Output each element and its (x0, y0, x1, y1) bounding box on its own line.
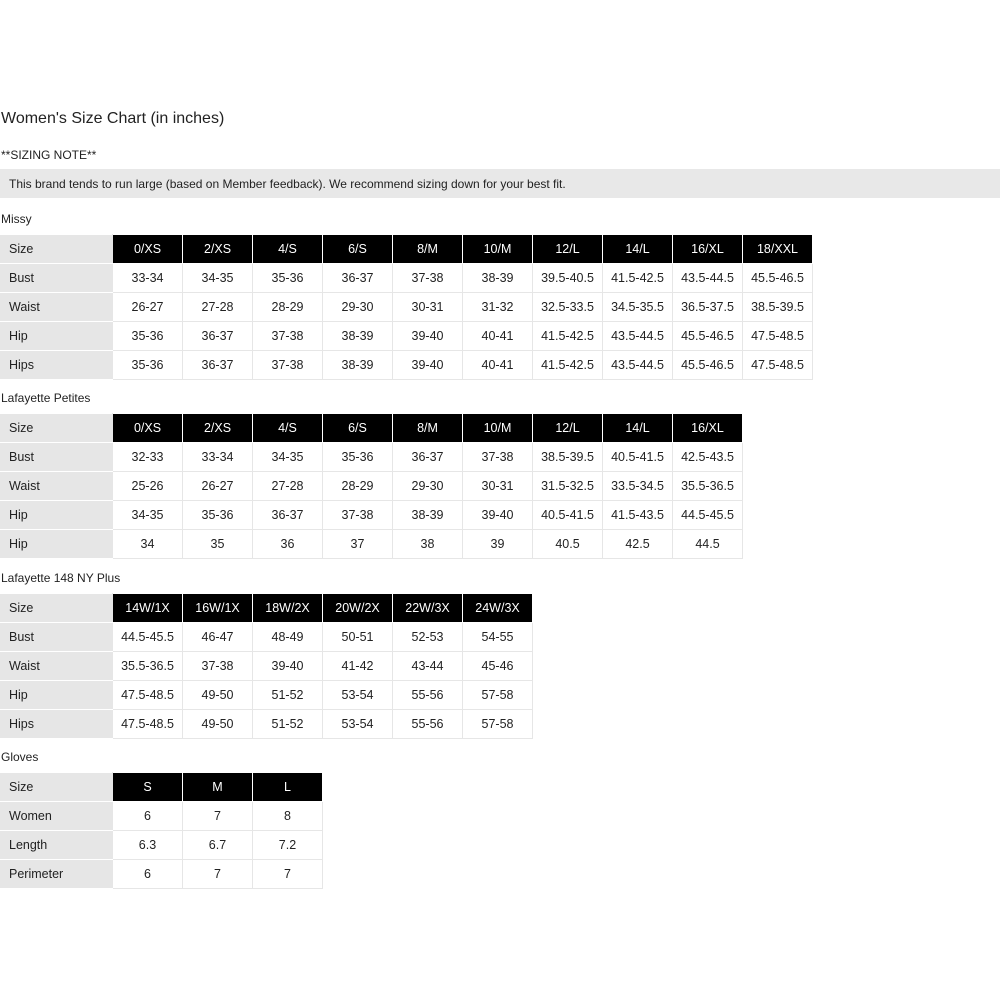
table-cell: 40.5-41.5 (533, 501, 603, 530)
table-header-row (1, 773, 323, 802)
page-title: Women's Size Chart (in inches) (1, 110, 225, 127)
table-cell: 7 (183, 802, 253, 831)
table-cell: 53-54 (323, 710, 393, 739)
table-cell: 35-36 (183, 501, 253, 530)
table-row (1, 681, 533, 710)
size-header-cell: 16/XL (673, 414, 743, 443)
table-row (1, 264, 813, 293)
table-cell: 35 (183, 530, 253, 559)
table-cell: 28-29 (323, 472, 393, 501)
table-cell: 6.3 (113, 831, 183, 860)
table-row (1, 501, 743, 530)
table-cell: 52-53 (393, 623, 463, 652)
table-cell: 45-46 (463, 652, 533, 681)
row-label: Length (1, 831, 113, 860)
table-cell: 25-26 (113, 472, 183, 501)
size-table-lafayette-petites (0, 413, 743, 559)
table-cell: 38-39 (393, 501, 463, 530)
table-cell: 6 (113, 860, 183, 889)
row-label: Hips (1, 351, 113, 380)
table-cell: 49-50 (183, 710, 253, 739)
table-cell: 39-40 (393, 351, 463, 380)
table-cell: 42.5-43.5 (673, 443, 743, 472)
table-row (1, 710, 533, 739)
table-cell: 35-36 (113, 322, 183, 351)
size-table-missy (0, 234, 813, 380)
sizing-note-heading: **SIZING NOTE** (1, 148, 97, 162)
table-cell: 30-31 (393, 293, 463, 322)
size-header-cell: 2/XS (183, 235, 253, 264)
table-cell: 39.5-40.5 (533, 264, 603, 293)
table-cell: 41.5-42.5 (533, 351, 603, 380)
table-cell: 39-40 (253, 652, 323, 681)
size-header-cell: 6/S (323, 235, 393, 264)
table-cell: 35-36 (253, 264, 323, 293)
size-header-cell: 12/L (533, 414, 603, 443)
table-header-row (1, 235, 813, 264)
table-cell: 39-40 (463, 501, 533, 530)
row-label: Size (1, 773, 113, 802)
table-cell: 36-37 (393, 443, 463, 472)
table-cell: 26-27 (113, 293, 183, 322)
table-cell: 7 (183, 860, 253, 889)
table-cell: 39 (463, 530, 533, 559)
size-table-lafayette-148-ny-plus (0, 593, 533, 739)
section-label-missy: Missy (1, 212, 32, 226)
row-label: Size (1, 414, 113, 443)
table-cell: 36-37 (253, 501, 323, 530)
row-label: Waist (1, 293, 113, 322)
table-cell: 38.5-39.5 (533, 443, 603, 472)
table-cell: 37-38 (183, 652, 253, 681)
section-label-gloves: Gloves (1, 750, 39, 764)
table-cell: 33-34 (113, 264, 183, 293)
table-cell: 45.5-46.5 (673, 351, 743, 380)
table-row (1, 293, 813, 322)
table-cell: 40-41 (463, 322, 533, 351)
table-cell: 29-30 (393, 472, 463, 501)
table-cell: 37-38 (323, 501, 393, 530)
table-cell: 47.5-48.5 (743, 351, 813, 380)
table-cell: 33.5-34.5 (603, 472, 673, 501)
table-cell: 43-44 (393, 652, 463, 681)
size-header-cell: 10/M (463, 414, 533, 443)
table-cell: 29-30 (323, 293, 393, 322)
size-header-cell: 14W/1X (113, 594, 183, 623)
row-label: Hips (1, 710, 113, 739)
size-header-cell: 24W/3X (463, 594, 533, 623)
row-label: Women (1, 802, 113, 831)
table-row (1, 351, 813, 380)
size-header-cell: 14/L (603, 235, 673, 264)
table-cell: 38-39 (323, 351, 393, 380)
table-cell: 41.5-42.5 (603, 264, 673, 293)
table-cell: 40.5 (533, 530, 603, 559)
size-header-cell: 16W/1X (183, 594, 253, 623)
table-cell: 34-35 (253, 443, 323, 472)
size-header-cell: 20W/2X (323, 594, 393, 623)
table-cell: 44.5-45.5 (673, 501, 743, 530)
table-row (1, 831, 323, 860)
size-header-cell: 2/XS (183, 414, 253, 443)
row-label: Size (1, 235, 113, 264)
table-cell: 37 (323, 530, 393, 559)
table-row (1, 652, 533, 681)
table-cell: 26-27 (183, 472, 253, 501)
table-cell: 47.5-48.5 (113, 681, 183, 710)
table-cell: 54-55 (463, 623, 533, 652)
size-header-cell: 4/S (253, 414, 323, 443)
table-cell: 7 (253, 860, 323, 889)
table-cell: 41.5-42.5 (533, 322, 603, 351)
size-header-cell: 18/XXL (743, 235, 813, 264)
table-cell: 35.5-36.5 (673, 472, 743, 501)
sizing-note-box (0, 169, 1000, 198)
size-header-cell: 14/L (603, 414, 673, 443)
table-cell: 42.5 (603, 530, 673, 559)
size-header-cell: 16/XL (673, 235, 743, 264)
table-cell: 32-33 (113, 443, 183, 472)
table-cell: 40.5-41.5 (603, 443, 673, 472)
table-cell: 6.7 (183, 831, 253, 860)
table-header-row (1, 414, 743, 443)
table-cell: 27-28 (253, 472, 323, 501)
table-row (1, 472, 743, 501)
table-cell: 38 (393, 530, 463, 559)
table-cell: 39-40 (393, 322, 463, 351)
table-cell: 43.5-44.5 (603, 322, 673, 351)
row-label: Hip (1, 681, 113, 710)
table-cell: 36-37 (323, 264, 393, 293)
size-header-cell: M (183, 773, 253, 802)
size-header-cell: S (113, 773, 183, 802)
row-label: Perimeter (1, 860, 113, 889)
table-cell: 44.5 (673, 530, 743, 559)
table-cell: 48-49 (253, 623, 323, 652)
table-cell: 28-29 (253, 293, 323, 322)
table-cell: 43.5-44.5 (673, 264, 743, 293)
table-row (1, 443, 743, 472)
table-cell: 31.5-32.5 (533, 472, 603, 501)
table-cell: 41.5-43.5 (603, 501, 673, 530)
table-cell: 8 (253, 802, 323, 831)
table-cell: 37-38 (253, 322, 323, 351)
table-cell: 37-38 (393, 264, 463, 293)
table-cell: 31-32 (463, 293, 533, 322)
table-row (1, 623, 533, 652)
table-cell: 45.5-46.5 (743, 264, 813, 293)
table-cell: 33-34 (183, 443, 253, 472)
row-label: Size (1, 594, 113, 623)
table-cell: 37-38 (463, 443, 533, 472)
table-cell: 37-38 (253, 351, 323, 380)
row-label: Waist (1, 472, 113, 501)
table-row (1, 802, 323, 831)
size-header-cell: 6/S (323, 414, 393, 443)
size-header-cell: 8/M (393, 414, 463, 443)
table-cell: 44.5-45.5 (113, 623, 183, 652)
table-cell: 6 (113, 802, 183, 831)
table-cell: 45.5-46.5 (673, 322, 743, 351)
table-cell: 38-39 (463, 264, 533, 293)
table-cell: 43.5-44.5 (603, 351, 673, 380)
row-label: Waist (1, 652, 113, 681)
table-cell: 51-52 (253, 681, 323, 710)
section-label-lafayette-148-ny-plus: Lafayette 148 NY Plus (1, 571, 121, 585)
table-cell: 51-52 (253, 710, 323, 739)
table-cell: 47.5-48.5 (113, 710, 183, 739)
table-row (1, 860, 323, 889)
table-header-row (1, 594, 533, 623)
row-label: Bust (1, 264, 113, 293)
table-cell: 35-36 (113, 351, 183, 380)
table-row (1, 530, 743, 559)
size-header-cell: 0/XS (113, 235, 183, 264)
table-cell: 49-50 (183, 681, 253, 710)
section-label-lafayette-petites: Lafayette Petites (1, 391, 91, 405)
table-cell: 34 (113, 530, 183, 559)
table-cell: 35-36 (323, 443, 393, 472)
table-cell: 34-35 (183, 264, 253, 293)
size-header-cell: 12/L (533, 235, 603, 264)
table-cell: 57-58 (463, 681, 533, 710)
size-header-cell: 0/XS (113, 414, 183, 443)
size-header-cell: 8/M (393, 235, 463, 264)
table-cell: 57-58 (463, 710, 533, 739)
table-cell: 35.5-36.5 (113, 652, 183, 681)
table-cell: 36.5-37.5 (673, 293, 743, 322)
table-cell: 38-39 (323, 322, 393, 351)
table-cell: 46-47 (183, 623, 253, 652)
table-cell: 50-51 (323, 623, 393, 652)
table-cell: 38.5-39.5 (743, 293, 813, 322)
size-table-gloves (0, 772, 323, 889)
table-cell: 7.2 (253, 831, 323, 860)
size-header-cell: 10/M (463, 235, 533, 264)
table-cell: 32.5-33.5 (533, 293, 603, 322)
row-label: Hip (1, 322, 113, 351)
table-cell: 41-42 (323, 652, 393, 681)
table-cell: 34-35 (113, 501, 183, 530)
row-label: Hip (1, 530, 113, 559)
table-cell: 34.5-35.5 (603, 293, 673, 322)
table-row (1, 322, 813, 351)
size-header-cell: L (253, 773, 323, 802)
row-label: Bust (1, 443, 113, 472)
size-header-cell: 4/S (253, 235, 323, 264)
table-cell: 36-37 (183, 351, 253, 380)
size-header-cell: 22W/3X (393, 594, 463, 623)
table-cell: 40-41 (463, 351, 533, 380)
table-cell: 55-56 (393, 710, 463, 739)
table-cell: 36-37 (183, 322, 253, 351)
table-cell: 36 (253, 530, 323, 559)
table-cell: 27-28 (183, 293, 253, 322)
table-cell: 47.5-48.5 (743, 322, 813, 351)
table-cell: 53-54 (323, 681, 393, 710)
row-label: Hip (1, 501, 113, 530)
row-label: Bust (1, 623, 113, 652)
table-cell: 30-31 (463, 472, 533, 501)
size-header-cell: 18W/2X (253, 594, 323, 623)
sizing-note-text: This brand tends to run large (based on Member feedback). We recommend sizing down for your best fit. (9, 177, 566, 191)
table-cell: 55-56 (393, 681, 463, 710)
